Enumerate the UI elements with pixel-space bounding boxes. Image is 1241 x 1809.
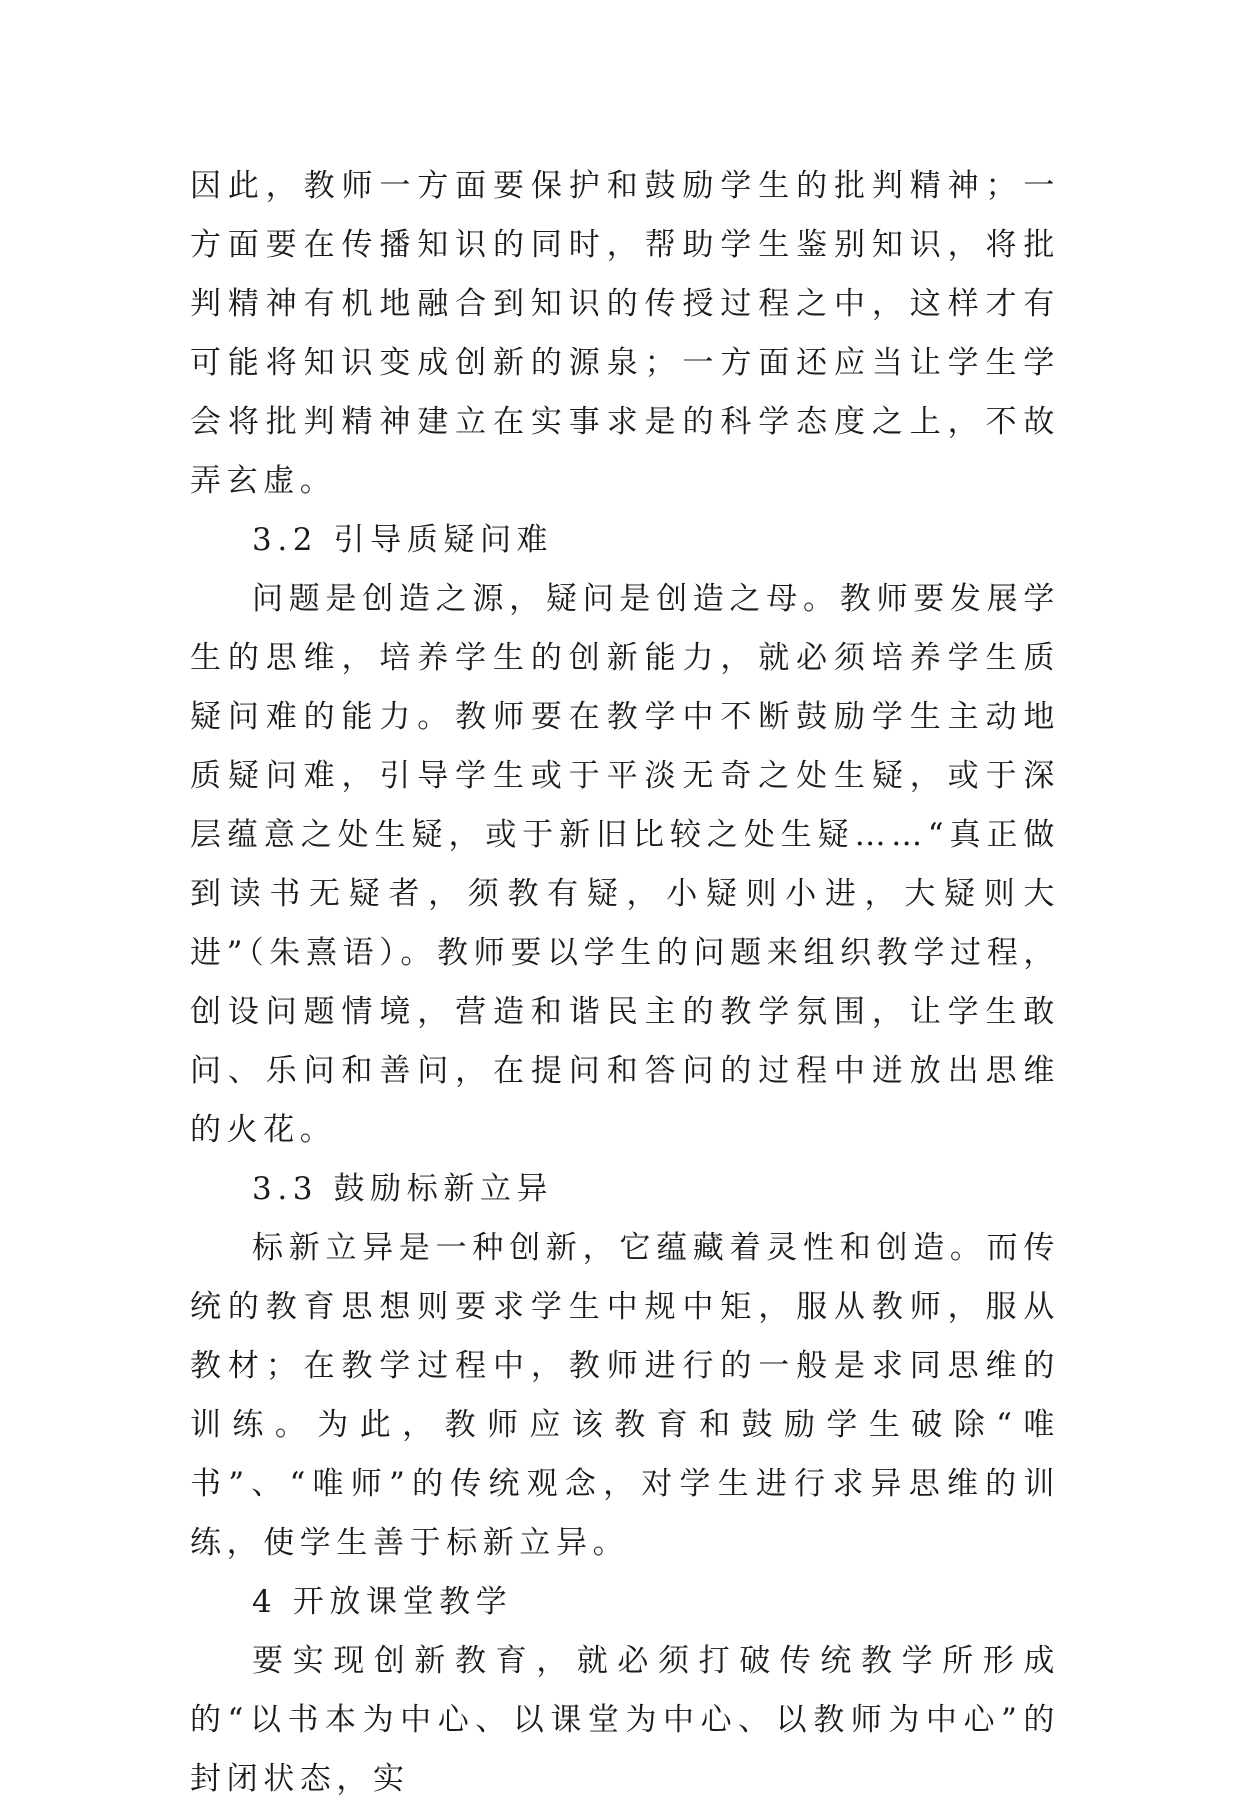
document-body [190,157,1060,1809]
paragraph-questioning: 问题是创造之源，疑问是创造之母。教师要发展学生的思维，培养学生的创新能力，就必须培养学生质疑问难的能力。教师要在教学中不断鼓励学生主动地质疑问难，引导学生或于平淡无奇之处生疑，或于深层蕴意之处生疑，或于新旧比较之处生疑……“真正做到读书无疑者，须教有疑，小疑则小进，大疑则大进”（朱熹语）。教师要以学生的问题来组织教学过程，创设问题情境，营造和谐民主的教学氛围，让学生敢问、乐问和善问，在提问和答问的过程中迸放出思维的火花。 [190,581,1060,1148]
paragraph-critical-spirit: 因此，教师一方面要保护和鼓励学生的批判精神；一方面要在传播知识的同时，帮助学生鉴别知识，将批判精神有机地融合到知识的传授过程之中，这样才有可能将知识变成创新的源泉；一方面还应当让学生学会将批判精神建立在实事求是的科学态度之上，不故弄玄虚。 [190,168,1060,499]
paragraph-innovation: 标新立异是一种创新，它蕴藏着灵性和创造。而传统的教育思想则要求学生中规中矩，服从教师，服从教材；在教学过程中，教师进行的一般是求同思维的训练。为此，教师应该教育和鼓励学生破除“唯书”、“唯师”的传统观念，对学生进行求异思维的训练，使学生善于标新立异。 [190,1230,1060,1561]
section-heading-4: 4 开放课堂教学 [252,1584,513,1620]
section-heading-3-2: 3.2 引导质疑问难 [252,522,554,558]
section-heading-3-3: 3.3 鼓励标新立异 [252,1171,554,1207]
paragraph-open-classroom: 要实现创新教育，就必须打破传统教学所形成的“以书本为中心、以课堂为中心、以教师为中心”的封闭状态，实 [190,1643,1060,1797]
